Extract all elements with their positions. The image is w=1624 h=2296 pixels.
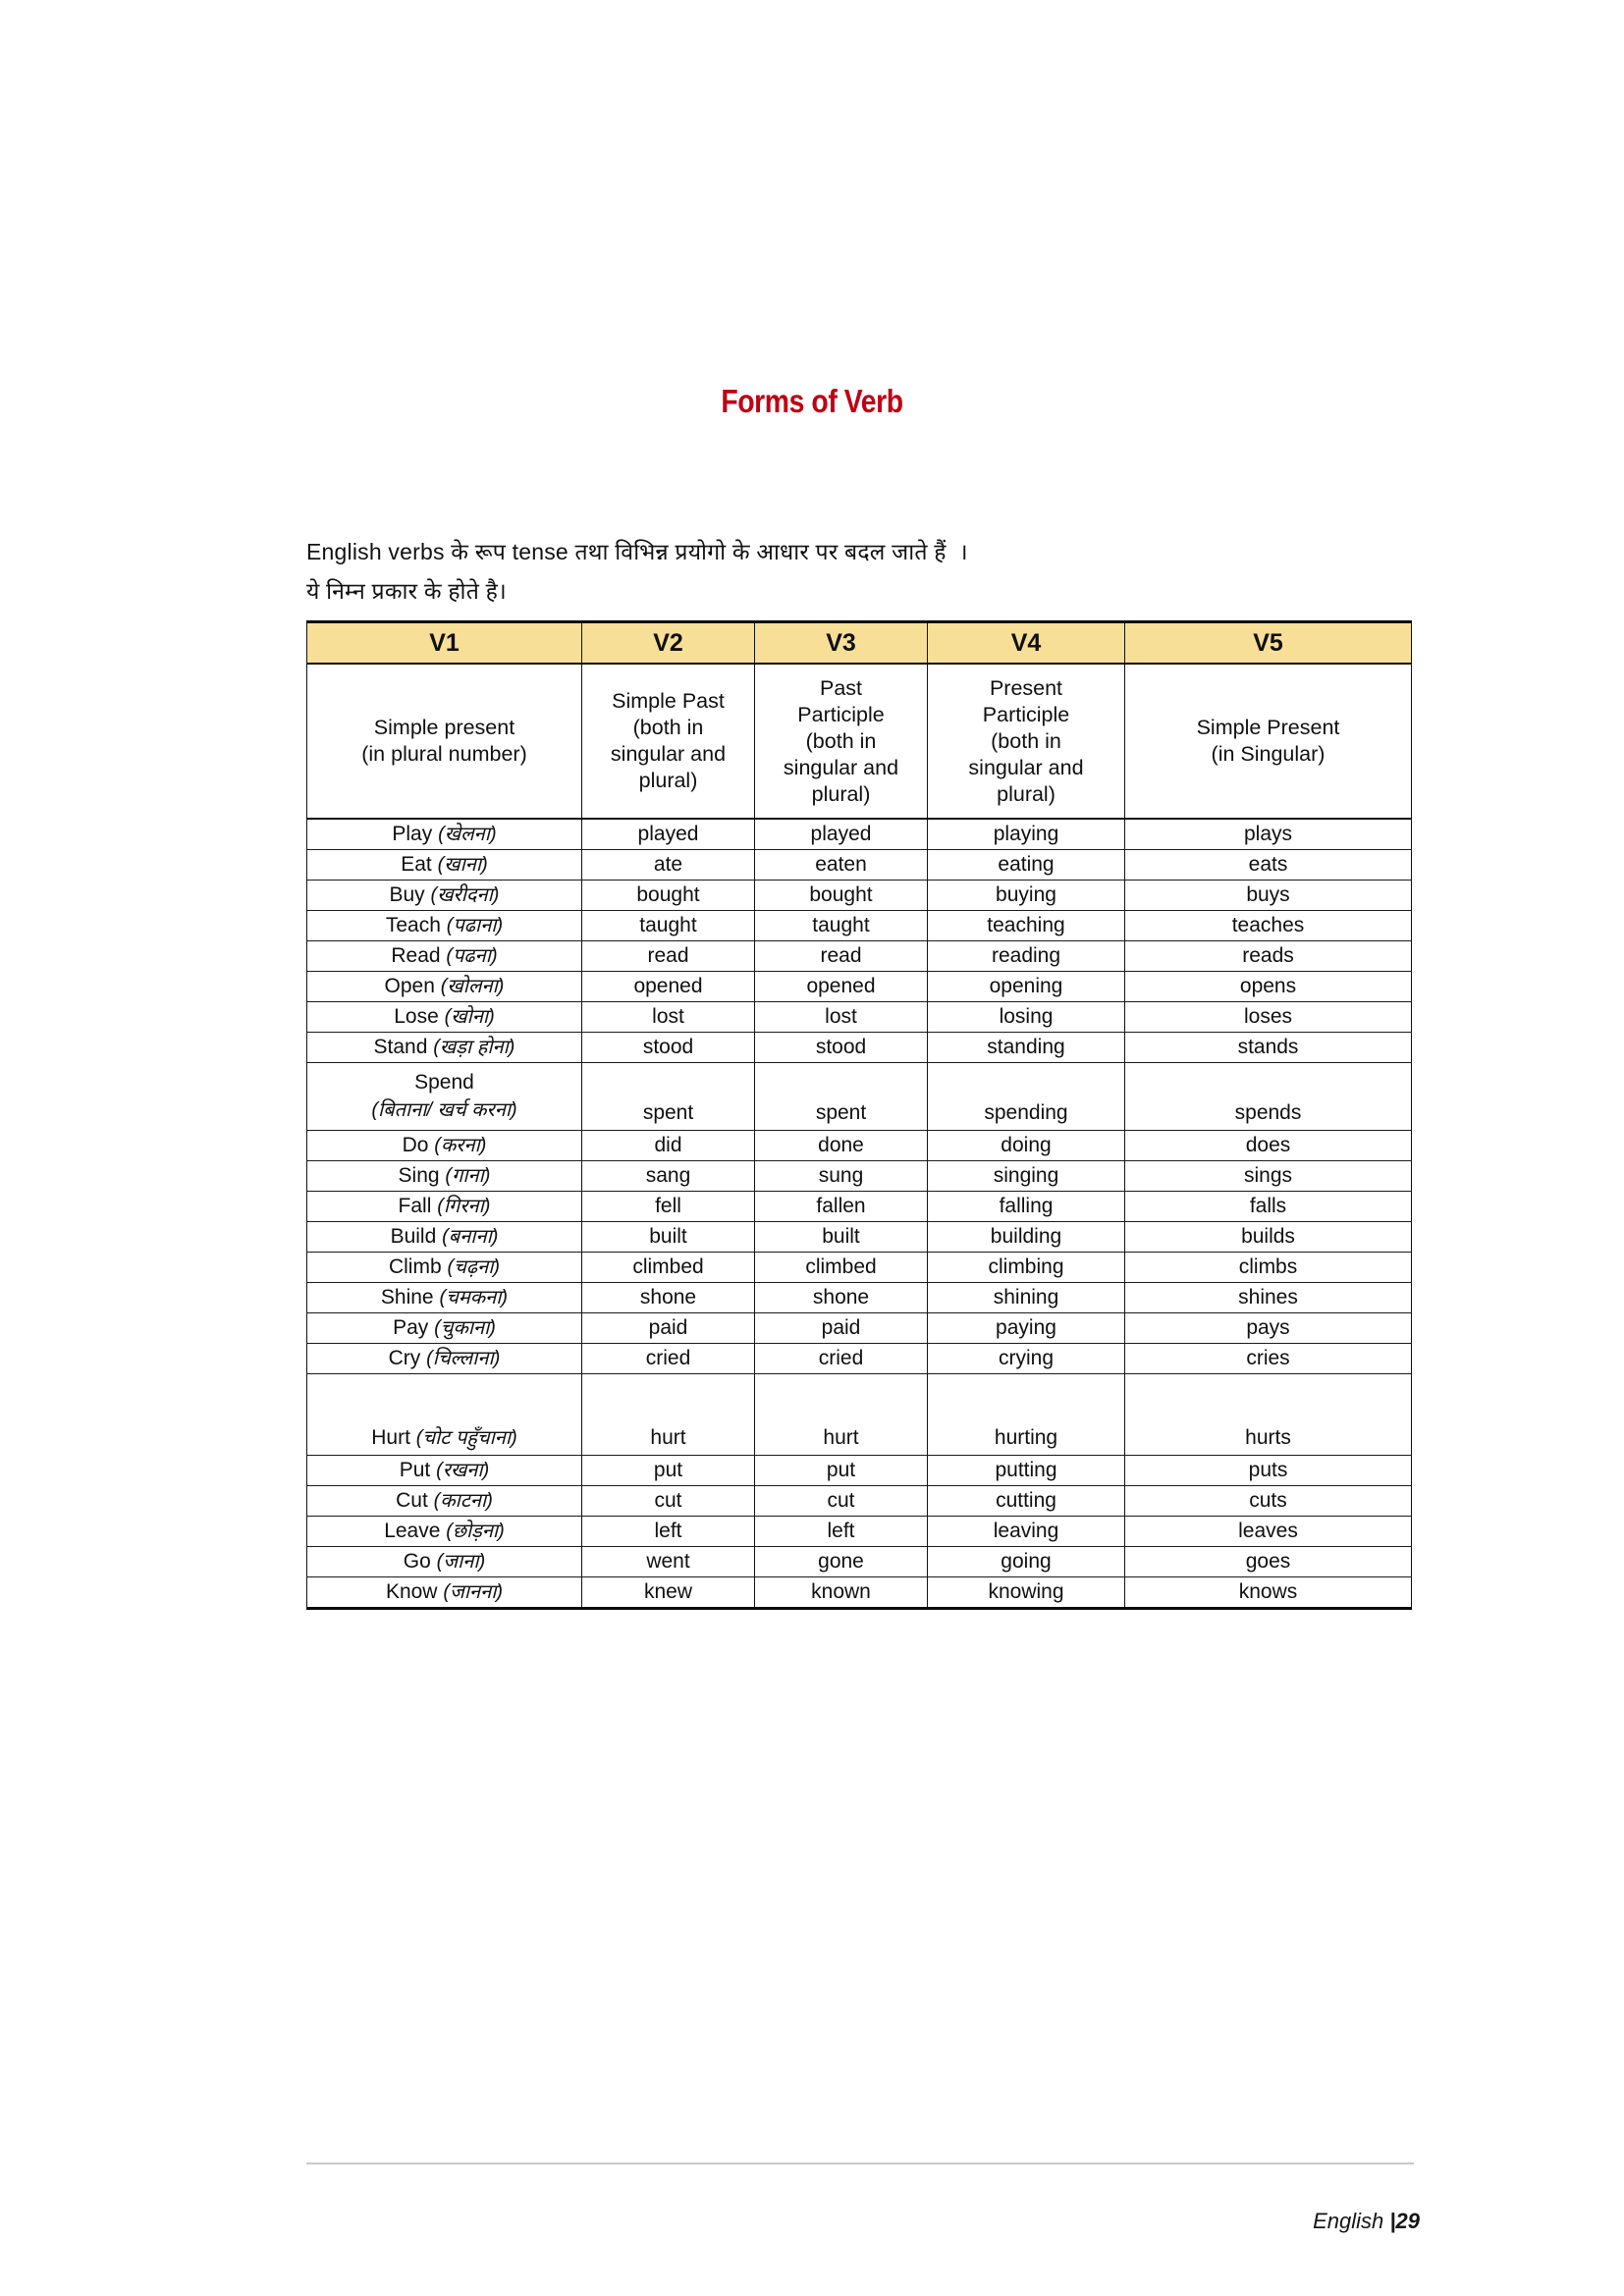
verb-base-form: Climb [388, 1255, 442, 1278]
verb-base-form: Know [385, 1580, 438, 1603]
verb-hindi-meaning: (चिल्लाना) [426, 1348, 501, 1369]
table-row [307, 1253, 1412, 1283]
intro-line-1: English verbs के रूप tense तथा विभिन्न प्रयोगो के आधार पर बदल जाते हैं । [306, 539, 968, 564]
verb-base-form: Eat [401, 853, 432, 876]
cell-v2: lost [582, 1002, 755, 1033]
cell-v2: built [582, 1222, 755, 1253]
verb-hindi-meaning: (काटना) [433, 1490, 493, 1512]
cell-v3: known [755, 1577, 928, 1609]
cell-v3: built [755, 1222, 928, 1253]
table-row [307, 1192, 1412, 1222]
cell-v3: cried [755, 1344, 928, 1374]
cell-v5: opens [1125, 972, 1412, 1002]
table-row [307, 819, 1412, 850]
table-row [307, 1033, 1412, 1063]
cell-v5: hurts [1125, 1374, 1412, 1456]
cell-v3: read [755, 941, 928, 972]
cell-v5: pays [1125, 1313, 1412, 1344]
verb-base-form: Lose [394, 1005, 439, 1028]
verb-base-form: Teach [385, 914, 441, 936]
cell-v3: put [755, 1456, 928, 1486]
cell-v2: played [582, 819, 755, 850]
cell-v5: eats [1125, 850, 1412, 881]
cell-v1 [307, 881, 582, 911]
table-body [307, 819, 1412, 1609]
column-description-v3: Past Participle (both in singular and plural) [755, 664, 928, 819]
table-row [307, 1161, 1412, 1192]
cell-v1 [307, 1192, 582, 1222]
cell-v4: going [928, 1547, 1125, 1577]
cell-v5: stands [1125, 1033, 1412, 1063]
cell-v3: lost [755, 1002, 928, 1033]
table-row [307, 1577, 1412, 1609]
verb-base-form: Do [402, 1134, 429, 1156]
cell-v2: bought [582, 881, 755, 911]
cell-v2: knew [582, 1577, 755, 1609]
cell-v2: read [582, 941, 755, 972]
cell-v3: cut [755, 1486, 928, 1517]
verb-base-form: Put [399, 1459, 431, 1481]
cell-v1 [307, 850, 582, 881]
verb-hindi-meaning: (खेलना) [438, 824, 497, 845]
verb-hindi-meaning: (जाना) [436, 1551, 486, 1573]
cell-v2: stood [582, 1033, 755, 1063]
cell-v1 [307, 911, 582, 941]
column-description-v1: Simple present (in plural number) [307, 664, 582, 819]
table-row [307, 1222, 1412, 1253]
cell-v4: singing [928, 1161, 1125, 1192]
cell-v1 [307, 1517, 582, 1547]
cell-v3: spent [755, 1063, 928, 1131]
verb-hindi-meaning: (चढ़ना) [447, 1256, 501, 1278]
cell-v3: taught [755, 911, 928, 941]
cell-v2: did [582, 1131, 755, 1161]
cell-v2: cried [582, 1344, 755, 1374]
verb-base-form: Play [392, 823, 433, 845]
cell-v4: cutting [928, 1486, 1125, 1517]
table-row [307, 1063, 1412, 1131]
cell-v3: paid [755, 1313, 928, 1344]
cell-v3: done [755, 1131, 928, 1161]
cell-v5: sings [1125, 1161, 1412, 1192]
cell-v4: eating [928, 850, 1125, 881]
cell-v4: buying [928, 881, 1125, 911]
cell-v2: hurt [582, 1374, 755, 1456]
verb-hindi-meaning: (खड़ा होना) [433, 1037, 515, 1058]
verb-hindi-meaning: (चुकाना) [434, 1317, 496, 1339]
cell-v4: knowing [928, 1577, 1125, 1609]
cell-v5: buys [1125, 881, 1412, 911]
cell-v4: hurting [928, 1374, 1125, 1456]
verb-hindi-meaning: (चोट पहुँचाना) [415, 1427, 517, 1449]
cell-v5: cries [1125, 1344, 1412, 1374]
cell-v5: leaves [1125, 1517, 1412, 1547]
cell-v5: falls [1125, 1192, 1412, 1222]
table-row [307, 1283, 1412, 1313]
table-row [307, 1486, 1412, 1517]
table-head [307, 622, 1412, 820]
table-row [307, 1517, 1412, 1547]
cell-v5: plays [1125, 819, 1412, 850]
column-description-v4: Present Participle (both in singular and plural) [928, 664, 1125, 819]
table-row [307, 1456, 1412, 1486]
cell-v4: spending [928, 1063, 1125, 1131]
verb-hindi-meaning: (खोलना) [440, 976, 505, 997]
cell-v3: left [755, 1517, 928, 1547]
cell-v3: fallen [755, 1192, 928, 1222]
column-header-v5: V5 [1125, 622, 1412, 665]
cell-v1 [307, 1131, 582, 1161]
cell-v1 [307, 1222, 582, 1253]
table-row [307, 850, 1412, 881]
verb-hindi-meaning: (पढाना) [446, 915, 504, 936]
verb-hindi-meaning: (गाना) [445, 1165, 491, 1187]
verb-base-form: Cut [396, 1489, 428, 1512]
cell-v1 [307, 1456, 582, 1486]
cell-v4: climbing [928, 1253, 1125, 1283]
cell-v3: shone [755, 1283, 928, 1313]
cell-v5: spends [1125, 1063, 1412, 1131]
cell-v5: builds [1125, 1222, 1412, 1253]
verb-hindi-meaning: (बनाना) [442, 1226, 499, 1248]
column-header-v2: V2 [582, 622, 755, 665]
cell-v4: reading [928, 941, 1125, 972]
column-header-v1: V1 [307, 622, 582, 665]
cell-v4: standing [928, 1033, 1125, 1063]
header-row-codes [307, 622, 1412, 665]
cell-v4: paying [928, 1313, 1125, 1344]
cell-v1 [307, 1283, 582, 1313]
cell-v1 [307, 1161, 582, 1192]
verb-base-form: Buy [389, 883, 425, 906]
cell-v2: went [582, 1547, 755, 1577]
cell-v5: teaches [1125, 911, 1412, 941]
column-header-v3: V3 [755, 622, 928, 665]
cell-v2: shone [582, 1283, 755, 1313]
verb-base-form: Stand [373, 1036, 428, 1058]
cell-v1 [307, 1063, 582, 1131]
table-row [307, 1131, 1412, 1161]
column-header-v4: V4 [928, 622, 1125, 665]
cell-v1 [307, 1547, 582, 1577]
verb-hindi-meaning: (चमकना) [439, 1287, 509, 1308]
verb-hindi-meaning: (करना) [434, 1135, 487, 1156]
cell-v5: knows [1125, 1577, 1412, 1609]
table-row [307, 1547, 1412, 1577]
cell-v4: playing [928, 819, 1125, 850]
cell-v4: opening [928, 972, 1125, 1002]
cell-v4: putting [928, 1456, 1125, 1486]
verb-base-form: Sing [398, 1164, 440, 1187]
cell-v2: ate [582, 850, 755, 881]
footer-page-number: |29 [1389, 2209, 1420, 2233]
cell-v1 [307, 972, 582, 1002]
cell-v4: losing [928, 1002, 1125, 1033]
cell-v3: bought [755, 881, 928, 911]
cell-v2: cut [582, 1486, 755, 1517]
cell-v5: goes [1125, 1547, 1412, 1577]
cell-v3: stood [755, 1033, 928, 1063]
footer-divider [306, 2163, 1414, 2164]
verb-base-form: Fall [398, 1195, 432, 1217]
header-row-descriptions [307, 664, 1412, 819]
table-row [307, 1374, 1412, 1456]
verb-base-form: Read [391, 944, 441, 967]
cell-v2: taught [582, 911, 755, 941]
cell-v1 [307, 819, 582, 850]
cell-v5: loses [1125, 1002, 1412, 1033]
verb-base-form: Cry [388, 1347, 421, 1369]
cell-v5: shines [1125, 1283, 1412, 1313]
cell-v5: does [1125, 1131, 1412, 1161]
verb-hindi-meaning: (बिताना/ खर्च करना) [371, 1099, 517, 1121]
cell-v5: puts [1125, 1456, 1412, 1486]
cell-v1 [307, 1486, 582, 1517]
table-row [307, 972, 1412, 1002]
verb-base-form: Go [403, 1550, 431, 1573]
verb-base-form: Open [384, 975, 435, 997]
table-row [307, 1002, 1412, 1033]
table-row [307, 1313, 1412, 1344]
cell-v3: climbed [755, 1253, 928, 1283]
cell-v4: building [928, 1222, 1125, 1253]
cell-v1 [307, 1002, 582, 1033]
cell-v2: climbed [582, 1253, 755, 1283]
cell-v3: gone [755, 1547, 928, 1577]
cell-v1 [307, 1033, 582, 1063]
column-description-v2: Simple Past (both in singular and plural) [582, 664, 755, 819]
cell-v1 [307, 1313, 582, 1344]
cell-v2: paid [582, 1313, 755, 1344]
verb-base-form: Hurt [371, 1426, 410, 1449]
table-row [307, 941, 1412, 972]
column-description-v5: Simple Present (in Singular) [1125, 664, 1412, 819]
verb-base-form: Pay [393, 1316, 429, 1339]
cell-v4: crying [928, 1344, 1125, 1374]
verb-hindi-meaning: (पढना) [446, 945, 498, 967]
table-row [307, 911, 1412, 941]
verb-hindi-meaning: (खोना) [444, 1006, 495, 1028]
cell-v2: put [582, 1456, 755, 1486]
verb-hindi-meaning: (खाना) [437, 854, 488, 876]
cell-v1 [307, 1253, 582, 1283]
cell-v3: opened [755, 972, 928, 1002]
cell-v1 [307, 941, 582, 972]
page-title: Forms of Verb [721, 383, 903, 419]
cell-v1 [307, 1344, 582, 1374]
verb-hindi-meaning: (गिरना) [437, 1196, 491, 1217]
verb-base-form: Leave [384, 1520, 441, 1542]
cell-v2: spent [582, 1063, 755, 1131]
cell-v4: falling [928, 1192, 1125, 1222]
table-row [307, 1344, 1412, 1374]
verb-base-form: Spend [414, 1071, 474, 1094]
verb-base-form: Shine [380, 1286, 434, 1308]
cell-v2: fell [582, 1192, 755, 1222]
verb-hindi-meaning: (रखना) [436, 1460, 490, 1481]
cell-v4: leaving [928, 1517, 1125, 1547]
cell-v3: sung [755, 1161, 928, 1192]
footer [1289, 2183, 1420, 2260]
cell-v2: sang [582, 1161, 755, 1192]
cell-v4: doing [928, 1131, 1125, 1161]
cell-v2: left [582, 1517, 755, 1547]
cell-v5: climbs [1125, 1253, 1412, 1283]
intro-line-2: ये निम्न प्रकार के होते है। [306, 578, 507, 604]
verb-base-form: Build [390, 1225, 437, 1248]
cell-v5: cuts [1125, 1486, 1412, 1517]
cell-v3: hurt [755, 1374, 928, 1456]
cell-v3: eaten [755, 850, 928, 881]
cell-v1 [307, 1374, 582, 1456]
intro-paragraph [306, 532, 1416, 611]
cell-v5: reads [1125, 941, 1412, 972]
verb-forms-table [306, 620, 1412, 1610]
verb-hindi-meaning: (खरीदना) [430, 884, 500, 906]
cell-v3: played [755, 819, 928, 850]
footer-subject: English [1313, 2209, 1390, 2233]
table-row [307, 881, 1412, 911]
cell-v4: shining [928, 1283, 1125, 1313]
cell-v4: teaching [928, 911, 1125, 941]
cell-v2: opened [582, 972, 755, 1002]
verb-hindi-meaning: (छोड़ना) [446, 1521, 505, 1542]
verb-hindi-meaning: (जानना) [443, 1581, 504, 1603]
cell-v1 [307, 1577, 582, 1609]
